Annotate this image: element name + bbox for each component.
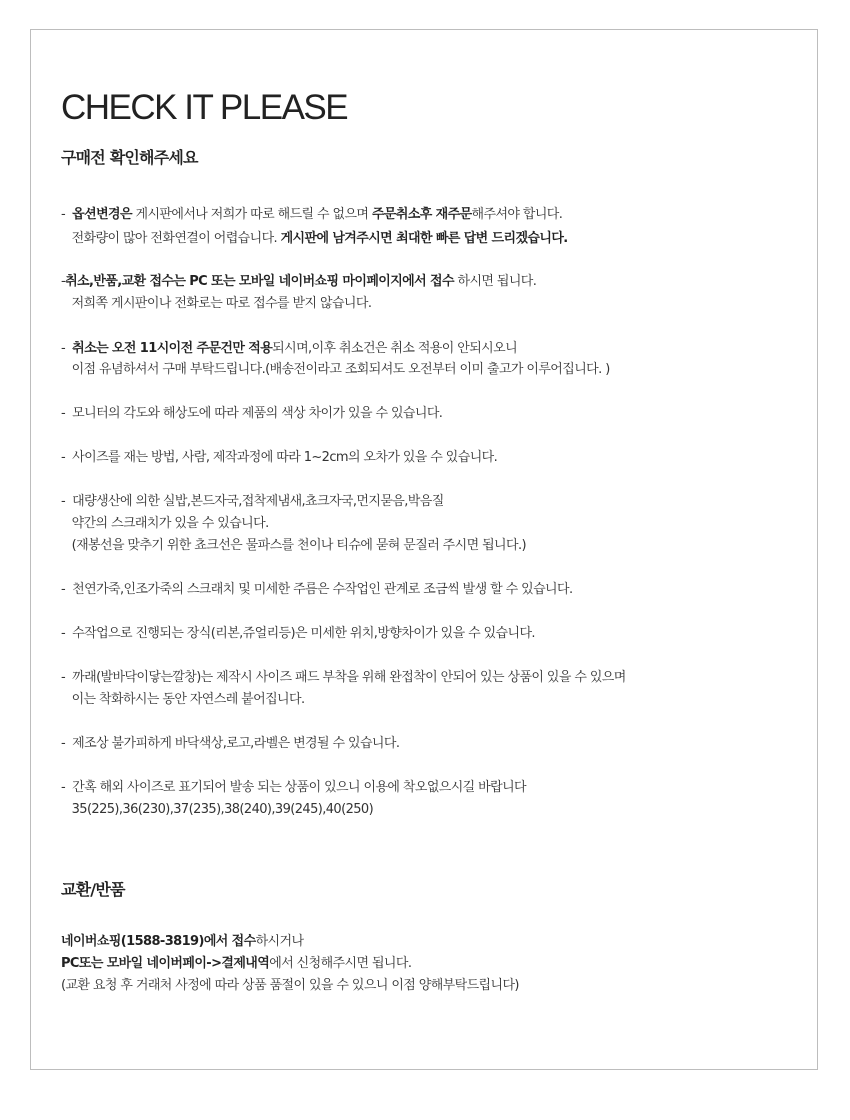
notice-monitor-line-1 [61,405,442,423]
notice-cancel-deadline-line-1 [61,340,517,358]
body-text: - 제조상 불가피하게 바닥색상,로고,라벨은 변경될 수 있습니다. [61,736,400,751]
body-text: 전화량이 많아 전화연결이 어렵습니다. [61,231,281,246]
emphasis-text: PC또는 모바일 네이버페이->결제내역 [61,956,270,971]
notice-option-change-line-2 [61,230,568,248]
body-text: 하시거나 [255,934,304,949]
notice-size-error-line-1 [61,449,497,467]
body-text: 이점 유념하셔서 구매 부탁드립니다.(배송전이라고 조회되셔도 오전부터 이미 출고가 이루어집니다. ) [61,362,610,377]
body-text: 35(225),36(230),37(235),38(240),39(245),40(250) [61,802,374,817]
notice-overseas-size-line-2 [61,801,373,819]
exchange-heading: 교환/반품 [61,880,125,899]
notice-cancel-deadline-line-2 [61,361,610,379]
body-text: - 수작업으로 진행되는 장식(리본,쥬얼리등)은 미세한 위치,방향차이가 있을 수 있습니다. [61,626,535,641]
body-text: 해주셔야 합니다. [471,207,563,222]
body-text: - [61,341,73,356]
page-subtitle: 구매전 확인해주세요 [61,148,198,167]
body-text: 되시며,이후 취소건은 취소 적용이 안되시오니 [272,341,518,356]
notice-insole-line-1 [61,669,626,687]
notice-mass-production-line-2 [61,515,269,533]
body-text: 이는 착화하시는 동안 자연스레 붙어집니다. [61,692,305,707]
notice-cancel-return-line-2 [61,295,371,313]
emphasis-text: 주문취소후 재주문 [371,207,472,222]
body-text: 약간의 스크래치가 있을 수 있습니다. [61,516,269,531]
body-text: 하시면 됩니다. [453,274,537,289]
notice-mass-production-line-1 [61,493,444,511]
body-text: (교환 요청 후 거래처 사정에 따라 상품 품절이 있을 수 있으니 이점 양해부탁드립니다) [61,978,519,993]
body-text: - 간혹 해외 사이즈로 표기되어 발송 되는 상품이 있으니 이용에 착오없으시길 바랍니다 [61,780,527,795]
exchange-line-2 [61,955,411,973]
notice-mass-production-line-3 [61,537,526,555]
body-text: 에서 신청해주시면 됩니다. [269,956,412,971]
notice-insole-line-2 [61,691,305,709]
notice-handmade-decor-line-1 [61,625,535,643]
body-text: - 모니터의 각도와 해상도에 따라 제품의 색상 차이가 있을 수 있습니다. [61,406,443,421]
emphasis-text: 취소,반품,교환 접수는 PC 또는 모바일 네이버쇼핑 마이페이지에서 접수 [65,274,454,289]
notice-overseas-size-line-1 [61,779,526,797]
body-text: - 까래(발바닥이닿는깔창)는 제작시 사이즈 패드 부착을 위해 완접착이 안되어 있는 상품이 있을 수 있으며 [61,670,626,685]
body-text: 게시판에서나 저희가 따로 해드릴 수 없으며 [131,207,372,222]
exchange-line-3 [61,977,519,995]
notice-cancel-return-line-1 [61,273,536,291]
body-text: - [61,274,66,289]
emphasis-text: 네이버쇼핑(1588-3819)에서 접수 [61,934,256,949]
body-text: (재봉선을 맞추기 위한 쵸크선은 물파스를 천이나 티슈에 묻혀 문질러 주시면 됩니다.) [61,538,526,553]
body-text: - 사이즈를 재는 방법, 사람, 제작과정에 따라 1~2cm의 오차가 있을 수 있습니다. [61,450,498,465]
body-text: - [61,207,73,222]
notice-option-change-line-1 [61,206,562,224]
notice-leather-line-1 [61,581,572,599]
exchange-line-1 [61,933,303,951]
notice-label-change-line-1 [61,735,399,753]
body-text: - 천연가죽,인조가죽의 스크래치 및 미세한 주름은 수작업인 관계로 조금씩 발생 할 수 있습니다. [61,582,573,597]
body-text: - 대량생산에 의한 실밥,본드자국,접착제냄새,쵸크자국,먼지묻음,박음질 [61,494,444,509]
emphasis-text: 게시판에 남겨주시면 최대한 빠른 답변 드리겠습니다. [280,231,568,246]
emphasis-text: 옵션변경은 [72,207,132,222]
emphasis-text: 취소는 오전 11시이전 주문건만 적용 [72,341,273,356]
page-title: CHECK IT PLEASE [61,88,348,127]
body-text: 저희쪽 게시판이나 전화로는 따로 접수를 받지 않습니다. [61,296,372,311]
